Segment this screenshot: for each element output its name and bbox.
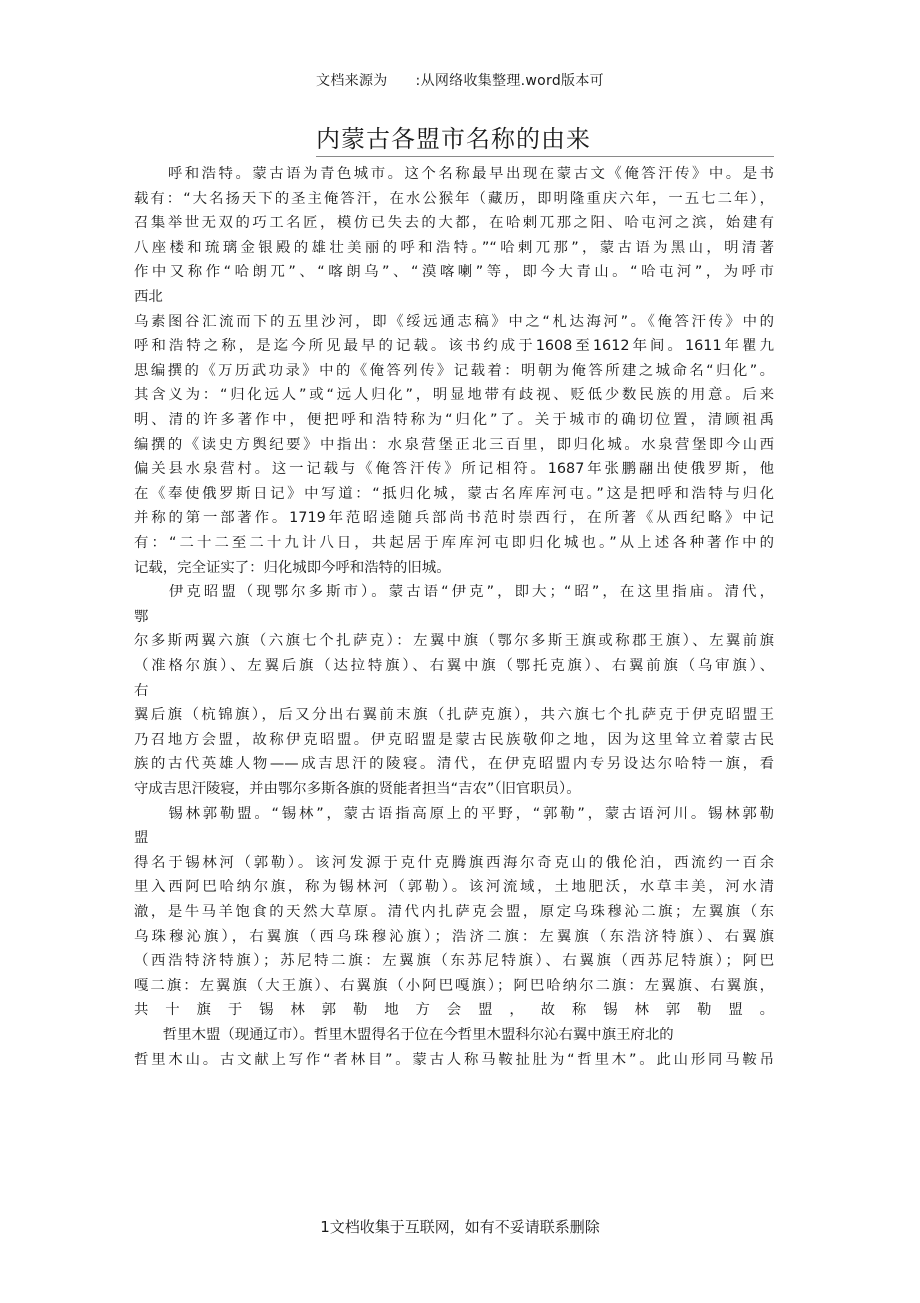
text-line: 召集举世无双的巧工名匠，模仿已失去的大都，在哈剌兀那之阳、哈屯河之滨，始建有 <box>134 215 774 232</box>
text-line: 乌珠穆沁旗），右翼旗（西乌珠穆沁旗）；浩济二旗：左翼旗（东浩济特旗）、右翼旗 <box>134 928 774 945</box>
text-line: 盟 <box>134 830 149 847</box>
text-line: 载有：“大名扬天下的圣主俺答汗，在水公猴年（藏历，即明隆重庆六年，一五七二年）， <box>134 190 774 207</box>
text-line: 翼后旗（杭锦旗），后又分出右翼前末旗（扎萨克旗），共六旗七个扎萨克于伊克昭盟王 <box>134 707 774 724</box>
text-line: （准格尔旗）、左翼后旗（达拉特旗）、右翼中旗（鄂托克旗）、右翼前旗（乌审旗）、 <box>134 658 774 674</box>
document-title: 内蒙古各盟市名称的由来 <box>316 122 774 157</box>
text-line: 有：“二十二至二十九计八日，共起居于库库河屯即归化城也。”从上述各种著作中的 <box>134 535 774 551</box>
text-line: 明、清的许多著作中，便把呼和浩特称为“归化”了。关于城市的确切位置，清顾祖禹 <box>134 412 774 428</box>
text-line: 记载，完全证实了：归化城即今呼和浩特的旧城。 <box>134 559 451 576</box>
text-line: 在《奉使俄罗斯日记》中写道：“抵归化城，蒙古名库库河屯。”这是把呼和浩特与归化 <box>134 485 774 502</box>
text-line: 哲里木盟（现通辽市）。哲里木盟得名于位在今哲里木盟科尔沁右翼中旗王府北的 <box>134 1027 674 1043</box>
text-line: 编撰的《读史方舆纪要》中指出：水泉营堡正北三百里，即归化城。水泉营堡即今山西 <box>134 436 774 453</box>
text-line: 澈，是牛马羊饱食的天然大草原。清代内扎萨克会盟，原定乌珠穆沁二旗；左翼旗（东 <box>134 904 774 920</box>
text-line: 乌素图谷汇流而下的五里沙河，即《绥远通志稿》中之“札达海河”。《俺答汗传》中的 <box>134 313 774 330</box>
text-line: 尔多斯两翼六旗（六旗七个扎萨克）：左翼中旗（鄂尔多斯王旗或称郡王旗）、左翼前旗 <box>134 633 774 650</box>
text-line: 呼和浩特。蒙古语为青色城市。这个名称最早出现在蒙古文《俺答汗传》中。是书 <box>134 166 774 182</box>
text-line: 其含义为：“归化远人”或“远人归化”，明显地带有歧视、贬低少数民族的用意。后来 <box>134 387 774 404</box>
text-line: 呼和浩特之称，是迄今所见最早的记载。该书约成于1608至1612年间。1611年瞿九 <box>134 338 774 355</box>
page-header <box>0 70 920 90</box>
text-line: 右 <box>134 682 149 699</box>
header-source-text: :从网络收集整理.word版本可 <box>415 73 604 89</box>
text-line: 西北 <box>134 289 163 305</box>
text-line: 共十旗于锡林郭勒地方会盟，故称锡林郭勒盟。 <box>134 1002 774 1019</box>
text-line: （西浩特济特旗）；苏尼特二旗：左翼旗（东苏尼特旗）、右翼旗（西苏尼特旗）；阿巴 <box>134 953 774 970</box>
text-line: 八座楼和琉璃金银殿的雄壮美丽的呼和浩特。”“哈剌兀那”，蒙古语为黑山，明清著 <box>134 239 774 256</box>
page-footer: 1文档收集于互联网，如有不妥请联系删除 <box>320 1218 600 1236</box>
text-line: 里入西阿巴哈纳尔旗，称为锡林河（郭勒）。该河流域，土地肥沃，水草丰美，河水清 <box>134 879 774 896</box>
text-line: 得名于锡林河（郭勒）。该河发源于克什克腾旗西海尔奇克山的俄伦泊，西流约一百余 <box>134 854 774 871</box>
text-line: 锡林郭勒盟。“锡林”，蒙古语指高原上的平野，“郭勒”，蒙古语河川。锡林郭勒 <box>134 805 774 822</box>
text-line: 鄂 <box>134 608 149 625</box>
text-line: 乃召地方会盟，故称伊克昭盟。伊克昭盟是蒙古民族敬仰之地，因为这里耸立着蒙古民 <box>134 731 774 748</box>
text-line: 伊克昭盟（现鄂尔多斯市）。蒙古语“伊克”，即大；“昭”，在这里指庙。清代， <box>134 584 774 601</box>
text-line: 偏关县水泉营村。这一记载与《俺答汗传》所记相符。1687年张鹏翮出使俄罗斯，他 <box>134 461 774 478</box>
text-line: 哲里木山。古文献上写作“者林目”。蒙古人称马鞍扯肚为“哲里木”。此山形同马鞍吊 <box>134 1051 774 1068</box>
text-line: 守成吉思汗陵寝，并由鄂尔多斯各旗的贤能者担当“吉农”（旧官职员）。 <box>134 781 581 797</box>
text-line: 思编撰的《万历武功录》中的《俺答列传》记载着：明朝为俺答所建之城命名“归化”。 <box>134 362 774 379</box>
text-line: 族的古代英雄人物——成吉思汗的陵寝。清代，在伊克昭盟内专另设达尔哈特一旗，看 <box>134 756 774 773</box>
text-line: 嘎二旗：左翼旗（大王旗）、右翼旗（小阿巴嘎旗）；阿巴哈纳尔二旗：左翼旗、右翼旗， <box>134 977 774 994</box>
header-source-label: 文档来源为 <box>316 73 388 89</box>
text-line: 作中又称作“哈朗兀”、“喀朗乌”、“漠喀喇”等，即今大青山。“哈屯河”，为呼市 <box>134 264 774 281</box>
text-line: 并称的第一部著作。1719年范昭逵随兵部尚书范时崇西行，在所著《从西纪略》中记 <box>134 510 774 527</box>
